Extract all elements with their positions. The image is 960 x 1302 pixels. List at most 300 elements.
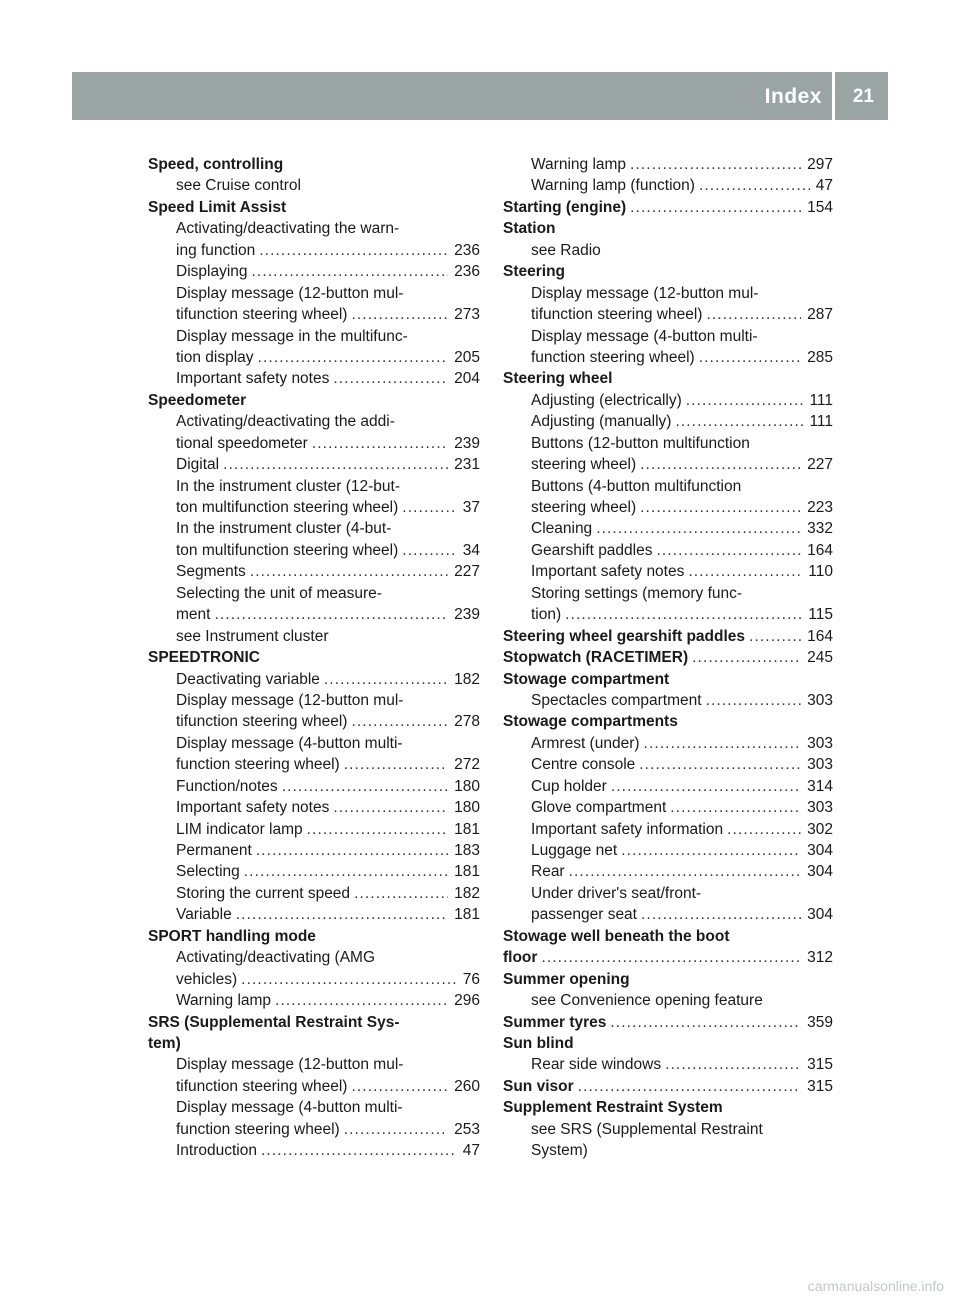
leader-dots [644, 733, 802, 754]
leader-dots [344, 754, 448, 775]
entry-text: Warning lamp [176, 992, 272, 1010]
index-subentry [148, 433, 480, 454]
entry-text: floor [503, 949, 538, 967]
leader-dots [641, 904, 801, 925]
entry-text: Important safety notes [176, 799, 330, 817]
page-ref: 110 [808, 563, 833, 581]
entry-text: Display message in the multifunc- [176, 327, 408, 345]
index-subentry [148, 604, 480, 625]
page-ref: 182 [454, 670, 480, 688]
leader-dots [706, 690, 802, 711]
entry-text: Variable [176, 906, 232, 924]
entry-text: Deactivating variable [176, 670, 320, 688]
index-subentry [503, 518, 833, 539]
entry-text: Sun visor [503, 1077, 574, 1095]
page-ref: 315 [807, 1056, 833, 1074]
index-heading [503, 368, 833, 389]
leader-dots [699, 175, 810, 196]
page-ref: 239 [454, 606, 480, 624]
entry-text: Spectacles compartment [531, 691, 702, 709]
leader-dots [354, 883, 448, 904]
index-subentry [148, 218, 480, 239]
section-title: Index [764, 85, 822, 108]
index-heading [148, 390, 480, 411]
index-heading [148, 926, 480, 947]
entry-text: Display message (12-button mul- [176, 284, 404, 302]
entry-text: Glove compartment [531, 799, 667, 817]
page-ref: 285 [807, 348, 833, 366]
page-ref: 359 [807, 1013, 833, 1031]
page-ref: 223 [807, 499, 833, 516]
index-column-right [503, 154, 833, 1162]
header-divider [832, 72, 835, 120]
index-subentry [503, 390, 833, 411]
index-subentry [148, 883, 480, 904]
index-subentry [148, 454, 480, 475]
leader-dots [244, 861, 448, 882]
page-ref: 303 [807, 799, 833, 817]
index-subentry [148, 797, 480, 818]
entry-text: Warning lamp [531, 156, 627, 173]
index-subentry [503, 583, 833, 604]
entry-text: tifunction steering wheel) [176, 713, 348, 731]
index-subentry [503, 497, 833, 518]
page-ref: 273 [454, 306, 480, 324]
leader-dots [569, 861, 802, 882]
page-ref: 303 [807, 691, 833, 709]
entry-text: Gearshift paddles [531, 541, 653, 559]
index-subentry [148, 776, 480, 797]
index-subentry [148, 518, 480, 539]
index-subentry [503, 540, 833, 561]
leader-dots [611, 776, 801, 797]
entry-text: Activating/deactivating the addi- [176, 413, 395, 431]
leader-dots [657, 540, 802, 561]
page-ref: 303 [807, 734, 833, 752]
index-subentry [148, 947, 480, 968]
index-subentry [503, 283, 833, 304]
index-subentry [148, 840, 480, 861]
entry-text: Display message (4-button multi- [176, 734, 403, 752]
leader-dots [402, 540, 456, 561]
entry-text: see Cruise control [176, 177, 301, 195]
entry-text: Luggage net [531, 842, 618, 859]
entry-text: Display message (4-button multi- [176, 1099, 403, 1117]
index-subentry [148, 1097, 480, 1118]
leader-dots [259, 240, 448, 261]
page-ref: 181 [454, 820, 480, 838]
index-subentry [503, 347, 833, 368]
entry-text: tion) [531, 606, 562, 624]
page-ref: 47 [815, 177, 833, 195]
index-subentry [503, 326, 833, 347]
index-heading [503, 926, 833, 947]
entry-text: LIM indicator lamp [176, 820, 303, 838]
leader-dots [307, 819, 448, 840]
leader-dots [344, 1119, 448, 1140]
index-heading [503, 669, 833, 690]
index-subentry [503, 1119, 833, 1140]
index-heading [503, 218, 833, 239]
page-ref: 236 [454, 263, 480, 281]
index-heading [503, 969, 833, 990]
entry-text: Buttons (12-button multifunction [531, 434, 750, 452]
leader-dots [640, 497, 801, 518]
index-subentry [148, 990, 480, 1011]
page-ref: 314 [807, 777, 833, 795]
leader-dots [351, 1076, 448, 1097]
index-subentry [503, 304, 833, 325]
index-subentry [148, 583, 480, 604]
entry-text: Stowage compartments [503, 713, 678, 731]
index-subentry [503, 154, 833, 175]
entry-text: Digital [176, 456, 220, 474]
page-ref: 231 [454, 456, 480, 474]
entry-text: see SRS (Supplemental Restraint [531, 1120, 763, 1138]
entry-text: Important safety notes [531, 563, 685, 581]
page-ref: 253 [454, 1120, 480, 1138]
index-subentry [148, 261, 480, 282]
page-ref: 332 [807, 520, 833, 538]
index-subentry [148, 904, 480, 925]
entry-text: passenger seat [531, 906, 637, 924]
entry-text: Cup holder [531, 777, 607, 795]
index-subentry [503, 861, 833, 882]
leader-dots [223, 454, 448, 475]
entry-text: Speed, controlling [148, 156, 284, 173]
leader-dots [699, 347, 801, 368]
leader-dots [214, 604, 448, 625]
index-heading [503, 647, 833, 668]
entry-text: Cleaning [531, 520, 593, 538]
page-ref: 181 [454, 906, 480, 924]
index-subentry [148, 368, 480, 389]
leader-dots [258, 347, 449, 368]
index-subentry [148, 411, 480, 432]
entry-text: SPORT handling mode [148, 927, 316, 945]
entry-text: ing function [176, 241, 256, 259]
entry-text: Activating/deactivating (AMG [176, 949, 376, 967]
entry-text: Storing settings (memory func- [531, 584, 743, 602]
entry-text: function steering wheel) [176, 756, 340, 774]
page-ref: 34 [462, 541, 480, 559]
entry-text: Armrest (under) [531, 734, 640, 752]
leader-dots [241, 969, 457, 990]
leader-dots [236, 904, 448, 925]
leader-dots [333, 797, 448, 818]
leader-dots [665, 1054, 801, 1075]
index-subentry [148, 733, 480, 754]
entry-text: Permanent [176, 842, 252, 859]
index-subentry [148, 626, 480, 647]
leader-dots [333, 368, 448, 389]
page-ref: 312 [807, 949, 833, 967]
index-subentry [503, 690, 833, 711]
page-ref: 227 [454, 563, 480, 581]
index-subentry [503, 175, 833, 196]
index-heading [148, 1033, 480, 1054]
leader-dots [692, 647, 801, 668]
leader-dots [261, 1140, 457, 1161]
index-subentry [503, 561, 833, 582]
entry-text: Segments [176, 563, 246, 581]
index-subentry [148, 476, 480, 497]
leader-dots [640, 454, 801, 475]
entry-text: see Instrument cluster [176, 627, 329, 645]
leader-dots [749, 626, 801, 647]
index-heading [148, 154, 480, 175]
entry-text: Summer tyres [503, 1013, 607, 1031]
page-ref: 205 [454, 348, 480, 366]
index-subentry [148, 669, 480, 690]
leader-dots [351, 711, 448, 732]
index-heading [148, 197, 480, 218]
leader-dots [686, 390, 804, 411]
page-ref: 245 [807, 649, 833, 667]
index-subentry [503, 883, 833, 904]
page-ref: 227 [807, 456, 833, 474]
entry-text: Stowage compartment [503, 670, 670, 688]
index-subentry [148, 754, 480, 775]
entry-text: Starting (engine) [503, 198, 627, 216]
page-ref: 304 [807, 863, 833, 881]
page-ref: 111 [809, 413, 833, 431]
index-subentry [148, 711, 480, 732]
entry-text: Displaying [176, 263, 248, 281]
index-column-left [148, 154, 480, 1162]
page-ref: 204 [454, 370, 480, 388]
leader-dots [250, 561, 448, 582]
index-subentry [503, 454, 833, 475]
index-subentry [503, 754, 833, 775]
leader-dots [565, 604, 802, 625]
entry-text: function steering wheel) [531, 348, 695, 366]
leader-dots [706, 304, 801, 325]
page-ref: 115 [808, 606, 833, 624]
index-subentry [148, 347, 480, 368]
entry-text: tem) [148, 1034, 181, 1052]
entry-text: steering wheel) [531, 499, 637, 516]
page-ref: 297 [807, 156, 833, 173]
page-ref: 296 [454, 992, 480, 1010]
entry-text: Warning lamp (function) [531, 177, 695, 195]
index-subentry [148, 283, 480, 304]
index-subentry [503, 1054, 833, 1075]
entry-text: see Radio [531, 241, 601, 259]
leader-dots [541, 947, 801, 968]
page-ref: 181 [454, 863, 480, 881]
index-subentry [503, 904, 833, 925]
entry-text: ton multifunction steering wheel) [176, 541, 399, 559]
entry-text: Function/notes [176, 777, 278, 795]
entry-text: Under driver's seat/front- [531, 884, 702, 902]
index-heading [503, 1097, 833, 1118]
entry-text: Speedometer [148, 391, 247, 409]
leader-dots [630, 154, 801, 175]
entry-text: Storing the current speed [176, 884, 351, 902]
entry-text: Display message (12-button mul- [176, 691, 404, 709]
leader-dots [639, 754, 801, 775]
leader-dots [675, 411, 803, 432]
entry-text: Steering [503, 263, 566, 281]
entry-text: tifunction steering wheel) [176, 306, 348, 324]
index-subentry [503, 411, 833, 432]
leader-dots [578, 1076, 801, 1097]
leader-dots [402, 497, 456, 518]
index-subentry [148, 240, 480, 261]
index-subentry [148, 175, 480, 196]
leader-dots [252, 261, 449, 282]
header-bar [72, 72, 888, 120]
index-heading [503, 626, 833, 647]
page-ref: 278 [454, 713, 480, 731]
leader-dots [351, 304, 448, 325]
index-heading [148, 1012, 480, 1033]
leader-dots [610, 1012, 801, 1033]
index-subentry [148, 1119, 480, 1140]
page-ref: 154 [807, 198, 833, 216]
entry-text: Introduction [176, 1142, 257, 1160]
leader-dots [256, 840, 448, 861]
leader-dots [282, 776, 448, 797]
index-subentry [503, 990, 833, 1011]
entry-text: tional speedometer [176, 434, 308, 452]
entry-text: Selecting the unit of measure- [176, 584, 382, 602]
entry-text: Display message (4-button multi- [531, 327, 758, 345]
index-subentry [503, 604, 833, 625]
entry-text: System) [531, 1142, 588, 1160]
entry-text: Selecting [176, 863, 240, 881]
index-subentry [148, 326, 480, 347]
index-subentry [148, 540, 480, 561]
page-ref: 236 [454, 241, 480, 259]
index-heading [503, 1033, 833, 1054]
leader-dots [324, 669, 448, 690]
page-number: 21 [852, 86, 874, 107]
page-ref: 183 [454, 842, 480, 859]
page-ref: 47 [462, 1142, 480, 1160]
entry-text: Summer opening [503, 970, 630, 988]
page-ref: 304 [807, 842, 833, 859]
index-subentry [148, 861, 480, 882]
entry-text: SRS (Supplemental Restraint Sys- [148, 1013, 400, 1031]
index-heading [503, 261, 833, 282]
leader-dots [688, 561, 802, 582]
index-subentry [503, 776, 833, 797]
entry-text: Station [503, 220, 556, 238]
entry-text: Supplement Restraint System [503, 1099, 723, 1117]
page-ref: 315 [807, 1077, 833, 1095]
entry-text: In the instrument cluster (4-but- [176, 520, 392, 538]
index-subentry [148, 304, 480, 325]
leader-dots [275, 990, 448, 1011]
index-subentry [148, 1054, 480, 1075]
page-ref: 260 [454, 1077, 480, 1095]
leader-dots [727, 819, 801, 840]
leader-dots [596, 518, 801, 539]
index-subentry [148, 1076, 480, 1097]
entry-text: ton multifunction steering wheel) [176, 499, 399, 516]
page-ref: 180 [454, 777, 480, 795]
page-ref: 287 [807, 306, 833, 324]
page-ref: 180 [454, 799, 480, 817]
entry-text: Display message (12-button mul- [531, 284, 759, 302]
index-subentry [503, 476, 833, 497]
entry-text: Display message (12-button mul- [176, 1056, 404, 1074]
leader-dots [630, 197, 801, 218]
page-ref: 239 [454, 434, 480, 452]
index-subentry [148, 1140, 480, 1161]
index-subentry [503, 733, 833, 754]
page-ref: 76 [462, 970, 480, 988]
entry-text: vehicles) [176, 970, 238, 988]
entry-text: tifunction steering wheel) [531, 306, 703, 324]
entry-text: Steering wheel [503, 370, 613, 388]
page-ref: 164 [807, 541, 833, 559]
entry-text: Stopwatch (RACETIMER) [503, 649, 689, 667]
entry-text: Important safety notes [176, 370, 330, 388]
entry-text: ment [176, 606, 211, 624]
entry-text: function steering wheel) [176, 1120, 340, 1138]
page-ref: 164 [807, 627, 833, 645]
page-ref: 37 [462, 499, 480, 516]
index-subentry [503, 433, 833, 454]
entry-text: Important safety information [531, 820, 724, 838]
leader-dots [621, 840, 801, 861]
page-ref: 304 [807, 906, 833, 924]
entry-text: Centre console [531, 756, 636, 774]
entry-text: tifunction steering wheel) [176, 1077, 348, 1095]
entry-text: SPEEDTRONIC [148, 649, 260, 667]
page-ref: 272 [454, 756, 480, 774]
watermark: carmanualsonline.info [807, 1278, 944, 1294]
entry-text: Adjusting (manually) [531, 413, 672, 431]
page-ref: 302 [807, 820, 833, 838]
entry-text: see Convenience opening feature [531, 992, 763, 1010]
entry-text: Activating/deactivating the warn- [176, 220, 400, 238]
index-subentry [503, 1140, 833, 1161]
index-heading [503, 947, 833, 968]
page-ref: 111 [809, 391, 833, 409]
index-subentry [148, 819, 480, 840]
page-ref: 303 [807, 756, 833, 774]
entry-text: Adjusting (electrically) [531, 391, 682, 409]
index-subentry [503, 240, 833, 261]
entry-text: Speed Limit Assist [148, 198, 287, 216]
index-subentry [503, 819, 833, 840]
index-subentry [148, 497, 480, 518]
page-ref: 182 [454, 884, 480, 902]
index-heading [503, 1076, 833, 1097]
index-subentry [503, 840, 833, 861]
index-heading [503, 711, 833, 732]
index-subentry [148, 969, 480, 990]
entry-text: Stowage well beneath the boot [503, 927, 730, 945]
index-heading [503, 1012, 833, 1033]
entry-text: Rear side windows [531, 1056, 662, 1074]
index-subentry [148, 561, 480, 582]
entry-text: steering wheel) [531, 456, 637, 474]
entry-text: tion display [176, 348, 254, 366]
entry-text: Sun blind [503, 1034, 574, 1052]
index-subentry [503, 797, 833, 818]
index-heading [148, 647, 480, 668]
leader-dots [312, 433, 448, 454]
entry-text: Steering wheel gearshift paddles [503, 627, 746, 645]
index-heading [503, 197, 833, 218]
entry-text: Rear [531, 863, 565, 881]
entry-text: In the instrument cluster (12-but- [176, 477, 400, 495]
